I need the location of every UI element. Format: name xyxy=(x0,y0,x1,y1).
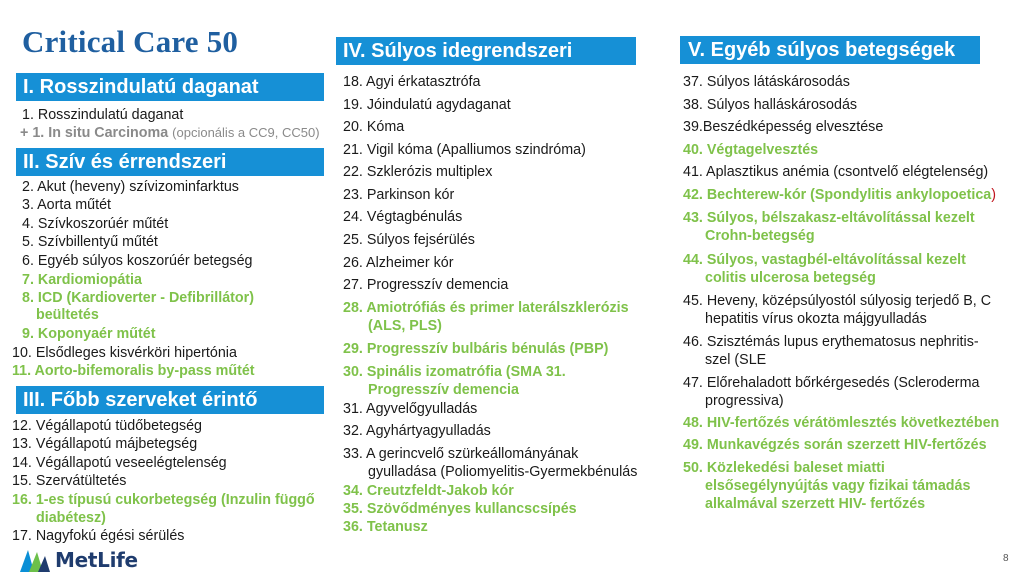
list-item: 5. Szívbillentyű műtét xyxy=(22,234,158,250)
list-item-highlight-cont: diabétesz) xyxy=(36,510,106,526)
list-item-highlight: 34. Creutzfeldt-Jakob kór xyxy=(343,483,514,499)
list-item-highlight: 11. Aorto-bifemoralis by-pass műtét xyxy=(12,363,255,379)
list-item-cont: progressiva) xyxy=(705,393,784,409)
list-item: 38. Súlyos halláskárosodás xyxy=(683,97,858,113)
page-title: Critical Care 50 xyxy=(22,24,239,59)
list-item-highlight-cont: (ALS, PLS) xyxy=(368,318,442,334)
list-item: 46. Szisztémás lupus erythematosus nephritis- xyxy=(683,334,979,350)
list-item-highlight: 16. 1-es típusú cukorbetegség (Inzulin függő xyxy=(12,492,315,508)
list-item: 25. Súlyos fejsérülés xyxy=(343,232,475,248)
list-item-highlight: 8. ICD (Kardioverter - Defibrillátor) xyxy=(22,290,254,306)
list-item-highlight xyxy=(683,186,996,204)
section-header-other-diseases: V. Egyéb súlyos betegségek xyxy=(680,36,980,64)
list-item: 47. Előrehaladott bőrkérgesedés (Scleroderma xyxy=(683,375,980,391)
list-item: 10. Elsődleges kisvérköri hipertónia xyxy=(12,345,237,361)
list-item: 20. Kóma xyxy=(343,119,405,135)
list-item: 33. A gerincvelő szürkeállományának xyxy=(343,446,579,462)
list-item-highlight: 40. Végtagelvesztés xyxy=(683,142,819,158)
metlife-logo-icon xyxy=(20,548,50,572)
list-item-highlight-cont: Crohn-betegség xyxy=(705,228,815,244)
list-item: 6. Egyéb súlyos koszorúér betegség xyxy=(22,253,253,269)
list-item-highlight-cont: Progresszív demencia xyxy=(368,382,519,398)
section-header-malignant-tumor: I. Rosszindulatú daganat xyxy=(16,73,324,101)
list-item-highlight-cont: colitis ulcerosa betegség xyxy=(705,270,876,286)
list-item-highlight: 9. Koponyaér műtét xyxy=(22,326,156,342)
list-item: 15. Szervátültetés xyxy=(12,473,127,489)
section-header-cardiovascular: II. Szív és érrendszeri xyxy=(16,148,324,176)
list-item-highlight: 48. HIV-fertőzés vérátömlesztés következtében xyxy=(683,415,1000,431)
list-item-optional xyxy=(20,124,320,142)
list-item-highlight: 7. Kardiomiopátia xyxy=(22,272,142,288)
list-item: 2. Akut (heveny) szívizominfarktus xyxy=(22,179,239,195)
metlife-logo-text: MetLife xyxy=(55,548,138,572)
list-item: 22. Szklerózis multiplex xyxy=(343,164,493,180)
list-item: 23. Parkinson kór xyxy=(343,187,455,203)
list-item-highlight: 44. Súlyos, vastagbél-eltávolítással kezelt xyxy=(683,252,966,268)
list-item: 12. Végállapotú tüdőbetegség xyxy=(12,418,202,434)
list-item-cont: szel (SLE xyxy=(705,352,767,368)
list-item-cont: gyulladása (Poliomyelitis-Gyermekbénulás xyxy=(368,464,638,480)
section-header-nervous-system: IV. Súlyos idegrendszeri xyxy=(336,37,636,65)
list-item: 4. Szívkoszorúér műtét xyxy=(22,216,169,232)
section-header-major-organs: III. Főbb szerveket érintő xyxy=(16,386,324,414)
list-item: 18. Agyi érkatasztrófa xyxy=(343,74,481,90)
list-item: 14. Végállapotú veseelégtelenség xyxy=(12,455,227,471)
list-item: 24. Végtagbénulás xyxy=(343,209,463,225)
optional-item-label: + 1. In situ Carcinoma xyxy=(20,125,169,141)
list-item: 41. Aplasztikus anémia (csontvelő elégtelenség) xyxy=(683,164,989,180)
list-item: 45. Heveny, középsúlyostól súlyosig terjedő B, C xyxy=(683,293,992,309)
list-item: 26. Alzheimer kór xyxy=(343,255,454,271)
list-item-highlight-cont: elsősegélynyújtás vagy fizikai támadás xyxy=(705,478,971,494)
optional-item-note: (opcionális a CC9, CC50) xyxy=(172,125,320,140)
list-item: 19. Jóindulatú agydaganat xyxy=(343,97,511,113)
list-item-highlight: 49. Munkavégzés során szerzett HIV-fertőzés xyxy=(683,437,987,453)
page-number: 8 xyxy=(1003,553,1009,564)
list-item-highlight: 28. Amiotrófiás és primer laterálszklerózis xyxy=(343,300,629,316)
list-item-highlight: 36. Tetanusz xyxy=(343,519,428,535)
metlife-logo xyxy=(20,548,138,572)
list-item: 32. Agyhártyagyulladás xyxy=(343,423,491,439)
list-item: 3. Aorta műtét xyxy=(22,197,112,213)
list-item-highlight-cont: beültetés xyxy=(36,307,99,323)
list-item: 17. Nagyfokú égési sérülés xyxy=(12,528,185,544)
closing-paren: ) xyxy=(991,187,997,203)
list-item-cont: hepatitis vírus okozta májgyulladás xyxy=(705,311,927,327)
list-item-highlight: 50. Közlekedési baleset miatti xyxy=(683,460,885,476)
list-item: 37. Súlyos látáskárosodás xyxy=(683,74,850,90)
list-item: 21. Vigil kóma (Apalliumos szindróma) xyxy=(343,142,586,158)
list-item-highlight: 35. Szövődményes kullancscsípés xyxy=(343,501,577,517)
list-item: 1. Rosszindulatú daganat xyxy=(22,107,184,123)
list-item: 13. Végállapotú májbetegség xyxy=(12,436,198,452)
list-item-highlight: 43. Súlyos, bélszakasz-eltávolítással kezelt xyxy=(683,210,975,226)
list-item: 31. Agyvelőgyulladás xyxy=(343,401,478,417)
list-item-highlight: 30. Spinális izomatrófia (SMA 31. xyxy=(343,364,566,380)
list-item-highlight-cont: alkalmával szerzett HIV- fertőzés xyxy=(705,496,926,512)
list-item: 27. Progresszív demencia xyxy=(343,277,509,293)
list-item-highlight: 29. Progresszív bulbáris bénulás (PBP) xyxy=(343,341,609,357)
list-item-text: 42. Bechterew-kór (Spondylitis ankylopoetica xyxy=(683,187,992,203)
list-item: 39.Beszédképesség elvesztése xyxy=(683,119,884,135)
